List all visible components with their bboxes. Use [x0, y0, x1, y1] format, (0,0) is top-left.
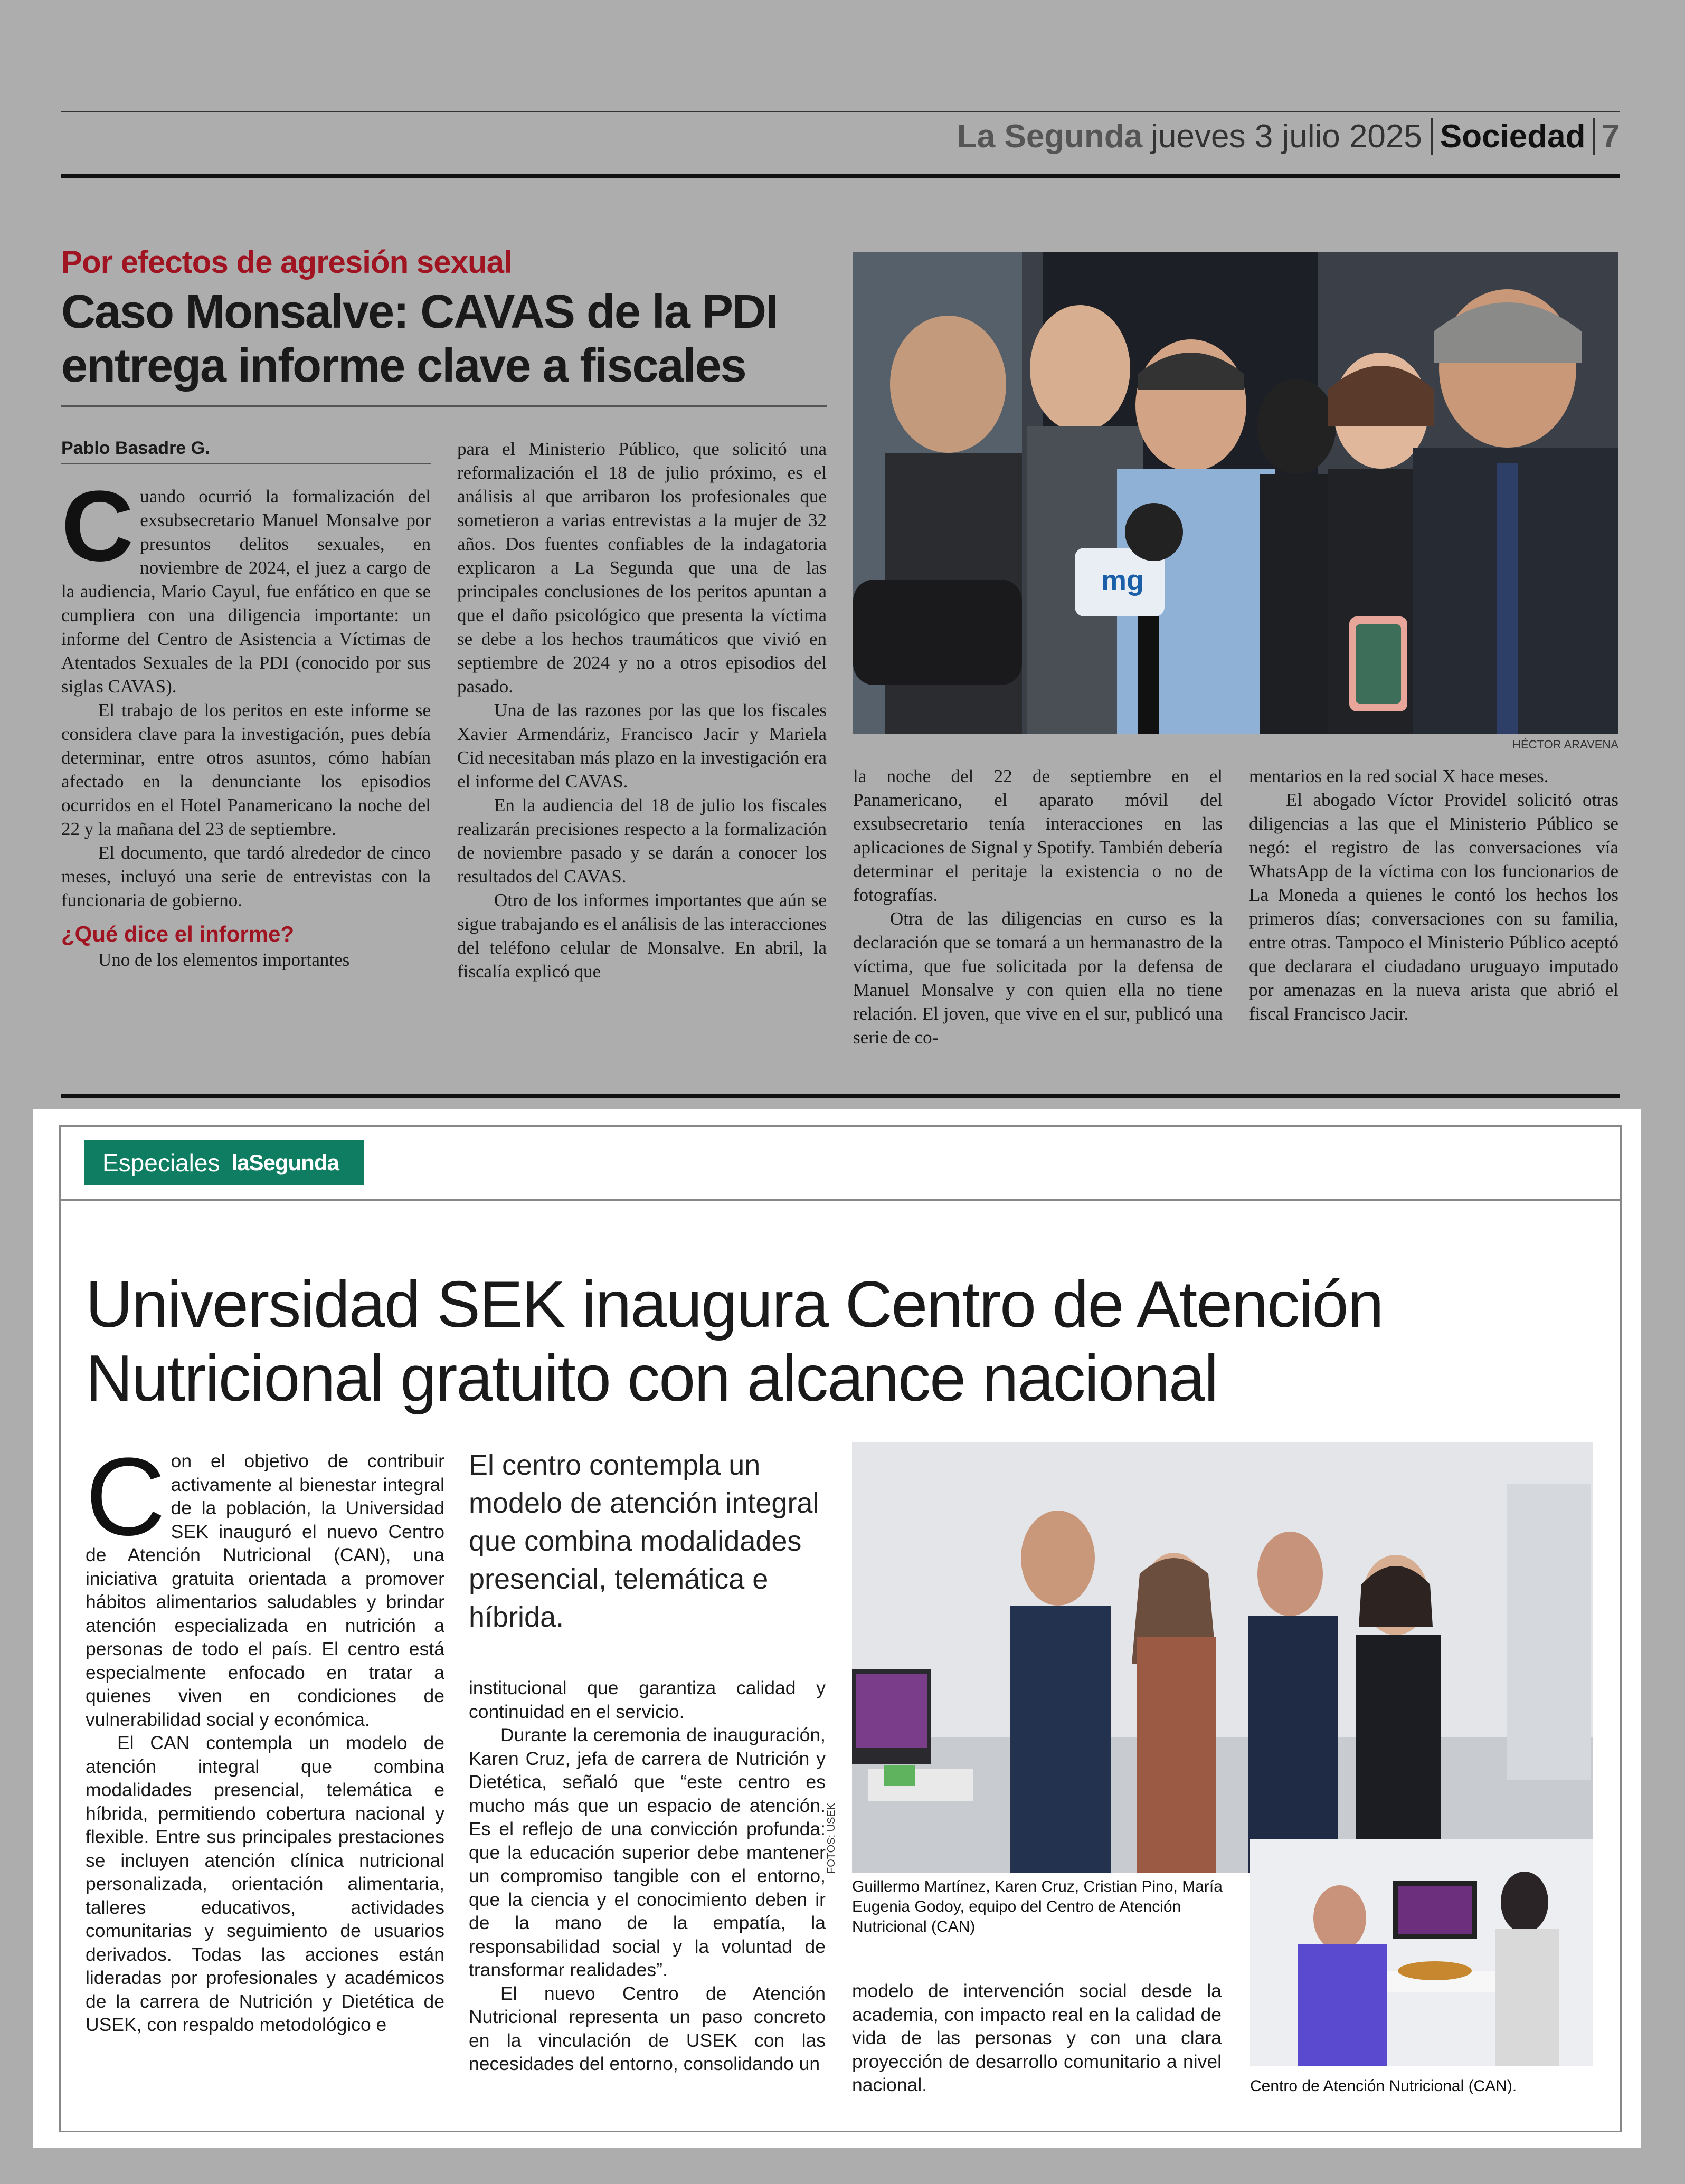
- group-photo: [852, 1442, 1593, 1873]
- drop-cap: C: [86, 1435, 166, 1559]
- pull-quote: El centro contempla un modelo de atención integral que combina modalidades presencial, telemática e híbrida.: [469, 1449, 819, 1633]
- masthead: [957, 117, 1620, 155]
- byline: Pablo Basadre G.: [61, 438, 210, 458]
- photo-credit: FOTOS: USEK: [826, 1802, 837, 1874]
- badge-label: Especiales: [102, 1149, 220, 1176]
- byline-rule: [61, 463, 431, 464]
- section-name: Sociedad: [1433, 118, 1595, 155]
- photo-credit: HÉCTOR ARAVENA: [1512, 738, 1618, 751]
- special-headline-line-1: Universidad SEK inaugura Centro de Atención: [86, 1268, 1383, 1341]
- drop-cap: C: [61, 470, 134, 582]
- paragraph: institucional que garantiza calidad y continuidad en el servicio.: [469, 1677, 826, 1722]
- paragraph: Otro de los informes importantes que aún se sigue trabajando es el análisis de las interacciones del teléfono celular de Monsalve. En abril, la fiscalía explicó que: [457, 890, 827, 982]
- team-photo-illustration: [852, 1442, 1593, 1873]
- photo-caption: Guillermo Martínez, Karen Cruz, Cristian Pino, María Eugenia Godoy, equipo del Centro de Atención Nutricional (CAN): [852, 1878, 1223, 1935]
- paragraph: Otra de las diligencias en curso es la declaración que se tomará a un hermanastro de la víctima, que fue solicitada por la defensa de Manuel Monsalve y con quien ella no tiene relación. El joven, que vive en el sur, publicó una serie de co-: [853, 908, 1223, 1048]
- subheading: ¿Qué dice el informe?: [61, 922, 295, 946]
- paragraph: En la audiencia del 18 de julio los fiscales realizarán precisiones respecto a la formalización de noviembre pasado y se darán a conocer los resultados del CAVAS.: [457, 795, 827, 887]
- issue-date: jueves 3 julio 2025: [1151, 118, 1433, 155]
- article-column-1: [61, 470, 431, 972]
- header-top-rule: [61, 111, 1620, 112]
- press-scrum-illustration: [853, 252, 1618, 734]
- page-number: 7: [1601, 118, 1620, 155]
- paragraph: [61, 470, 431, 698]
- paragraph: El documento, que tardó alrededor de cinco meses, incluyó una serie de entrevistas con la funcionaria de gobierno.: [61, 842, 431, 910]
- special-header-rule: [61, 1199, 1620, 1201]
- paragraph: [86, 1435, 444, 1731]
- special-column-3: [852, 1979, 1222, 2097]
- consultation-illustration: [1250, 1839, 1593, 2066]
- photo-caption-small: Centro de Atención Nutricional (CAN).: [1250, 2077, 1517, 2095]
- article-kicker: Por efectos de agresión sexual: [61, 244, 512, 280]
- paragraph-text: on el objetivo de contribuir activamente al bienestar integral de la población, la Universidad SEK inauguró el nuevo Centro de Atención Nutricional (CAN), una iniciativa gratuita orientada a promover hábitos alimentarios saludables y brindar atención especializada en nutrición a personas de todo el país. El centro está especialmente enfocado en tratar a quienes viven en condiciones de vulnerabilidad social y económica.: [86, 1450, 444, 1730]
- paragraph: Uno de los elementos importantes: [98, 949, 350, 970]
- article-headline: [61, 285, 832, 393]
- article-end-rule: [61, 1094, 1620, 1098]
- paragraph: Durante la ceremonia de inauguración, Karen Cruz, jefa de carrera de Nutrición y Dietética, señaló que “este centro es mucho más que un espacio de atención. Es el reflejo de una convicción profunda: que la educación superior debe mantener un compromiso tangible con el entorno, que la ciencia y el conocimiento deben ir de la mano de la empatía, la responsabilidad social y la voluntad de transformar realidades”.: [469, 1724, 826, 1980]
- header-bottom-rule: [61, 174, 1620, 178]
- article-column-2: [457, 437, 827, 983]
- paragraph: mentarios en la red social X hace meses.: [1249, 766, 1549, 786]
- badge-brand: laSegunda: [231, 1150, 339, 1175]
- paragraph: la noche del 22 de septiembre en el Panamericano, el aparato móvil del exsubsecretario tenía interacciones en las aplicaciones de Signal y Spotify. También debería determinar el peritaje la existencia o no de fotografías.: [853, 766, 1223, 905]
- paper-name: La Segunda: [957, 118, 1143, 155]
- article-column-3: [853, 764, 1223, 1049]
- paragraph-text: uando ocurrió la formalización del exsubsecretario Manuel Monsalve por presuntos delitos sexuales, en noviembre de 2024, el juez a cargo de la audiencia, Mario Cayul, fue enfático en que se cumpliera con una diligencia importante: un informe del Centro de Asistencia a Víctimas de Atentados Sexuales de la PDI (conocido por sus siglas CAVAS).: [61, 486, 431, 697]
- paragraph: El abogado Víctor Providel solicitó otras diligencias a las que el Ministerio Público se negó: el registro de las conversaciones vía WhatsApp de la víctima con los funcionarios de La Moneda a quienes le contó los hechos los primeros días; conversaciones con su familia, entre otras. Tampoco el Ministerio Público aceptó que declarara el ciudadano uruguayo imputado por amenazas en la nueva arista que abrió el fiscal Francisco Jacir.: [1249, 790, 1618, 1024]
- special-headline: [86, 1268, 1606, 1416]
- clinic-photo: [1250, 1839, 1593, 2066]
- special-column-1: [86, 1435, 444, 2037]
- special-headline-line-2: Nutricional gratuito con alcance nacional: [86, 1342, 1218, 1415]
- article-column-4: [1249, 764, 1618, 1025]
- microphone-logo: mg: [1101, 565, 1144, 596]
- paragraph: El trabajo de los peritos en este informe se considera clave para la investigación, pues debía determinar, entre otros asuntos, cómo habían afectado en la denunciante los episodios ocurridos en el Hotel Panamericano la noche del 22 y la mañana del 23 de septiembre.: [61, 700, 431, 839]
- paragraph: Una de las razones por las que los fiscales Xavier Armendáriz, Francisco Jacir y Mariela Cid necesitaban más plazo en la investigación era el informe del CAVAS.: [457, 700, 827, 792]
- headline-line-1: Caso Monsalve: CAVAS de la PDI: [61, 286, 778, 338]
- paragraph: El CAN contempla un modelo de atención integral que combina modalidades presencial, telemática e híbrida, permitiendo cobertura nacional y flexible. Entre sus principales prestaciones se incluyen atención clínica nutricional personalizada, orientación alimentaria, talleres educativos, actividades comunitarias y seguimiento de usuarios derivados. Todas las acciones están lideradas por profesionales y académicos de la carrera de Nutrición y Dietética de USEK, con respaldo metodológico e: [86, 1732, 444, 2035]
- special-column-2: [469, 1676, 826, 2076]
- headline-line-2: entrega informe clave a fiscales: [61, 339, 746, 392]
- paragraph: modelo de intervención social desde la academia, con impacto real en la calidad de vida de las personas y con una clara proyección de desarrollo comunitario a nivel nacional.: [852, 1980, 1222, 2095]
- paragraph: para el Ministerio Público, que solicitó una reformalización el 18 de julio próximo, es el análisis al que arribaron los profesionales que sometieron a varias entrevistas a la mujer de 32 años. Dos fuentes confiables de la indagatoria explicaron a La Segunda que una de las principales conclusiones de los peritos apuntan a que el daño psicológico que presenta la víctima se debe a los hechos traumáticos que vivió en septiembre de 2024 y no a otros episodios del pasado.: [457, 439, 827, 697]
- special-badge: [84, 1140, 364, 1185]
- paragraph: El nuevo Centro de Atención Nutricional representa un paso concreto en la vinculación de USEK con las necesidades del entorno, consolidando un: [469, 1982, 826, 2074]
- headline-rule: [61, 405, 827, 407]
- news-photo: [853, 252, 1618, 734]
